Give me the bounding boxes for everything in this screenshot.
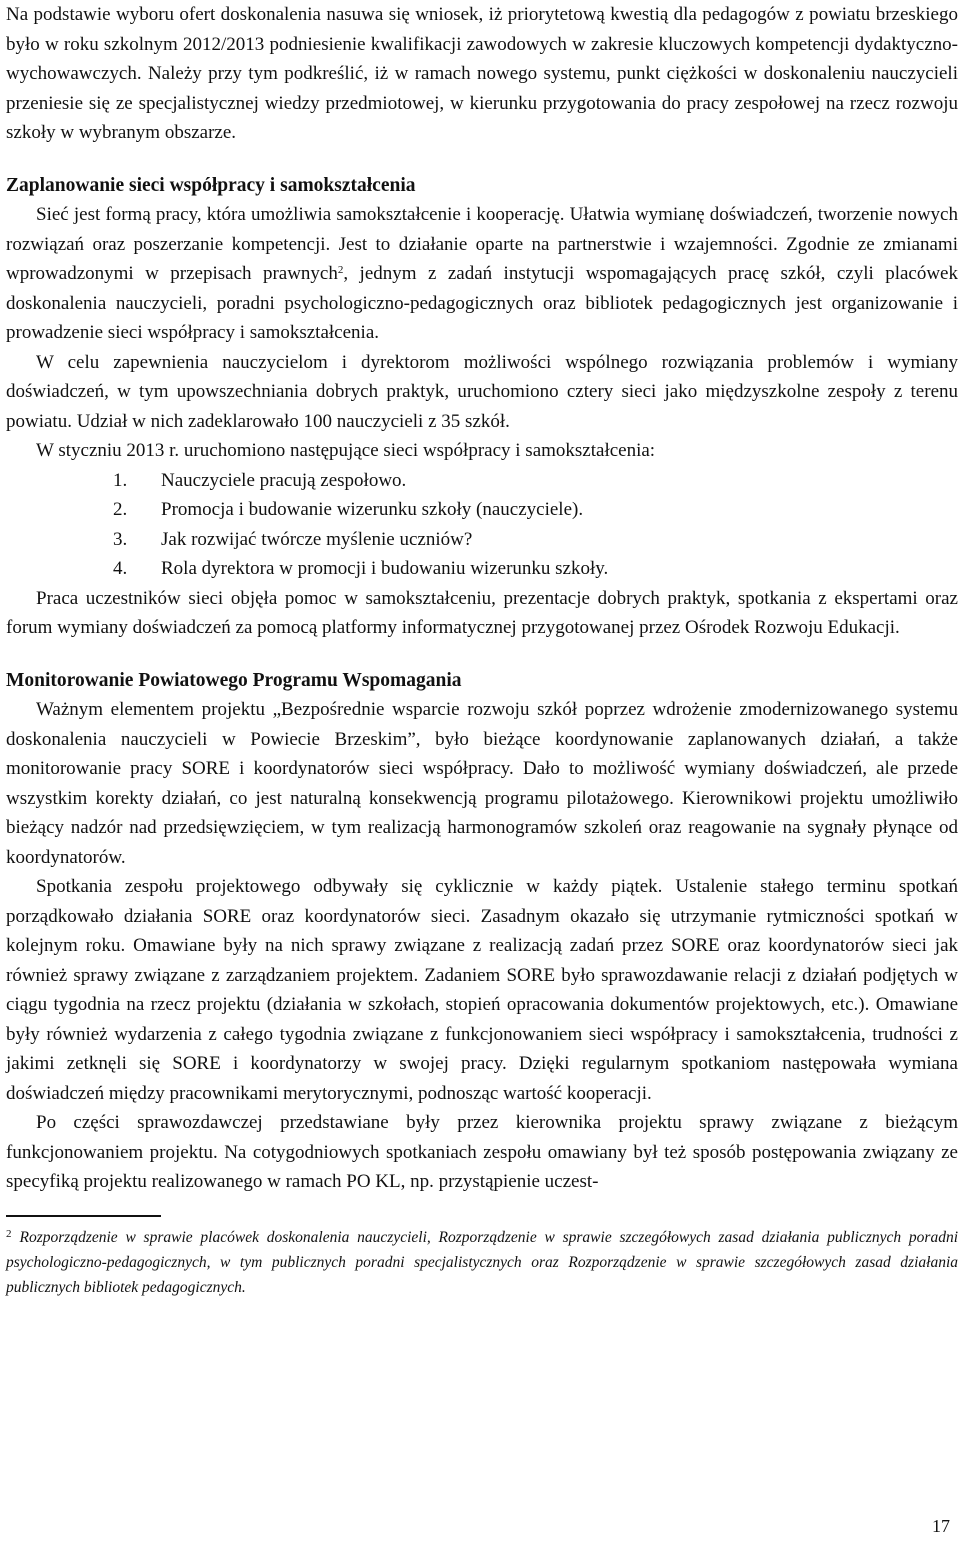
footnote-divider xyxy=(6,1215,161,1217)
list-item-text: Rola dyrektora w promocji i budowaniu wizerunku szkoły. xyxy=(161,558,609,579)
list-item-number: 2. xyxy=(113,499,128,520)
section2-paragraph-1: Ważnym elementem projektu „Bezpośrednie wsparcie rozwoju szkół poprzez wdrożenie zmodernizowanego systemu doskonalenia nauczycieli w Powiecie Brzeskim”, było bieżące koordynowanie zaplanowanych działań, a także monitorowanie pracy SORE i koordynatorów sieci współpracy. Dało to możliwość wymiany doświadczeń, ale przede wszystkim korekty działań, co jest naturalną konsekwencją programu pilotażowego. Kierownikowi projektu umożliwiło bieżący nadzór nad przedsięwzięciem, w tym realizacją harmonogramów szkoleń oraz reagowanie na sygnały płynące od koordynatorów. xyxy=(6,699,958,868)
list-item-number: 4. xyxy=(113,558,128,579)
list-item-number: 1. xyxy=(113,469,128,491)
list-item xyxy=(6,466,958,496)
section2-paragraph-2: Spotkania zespołu projektowego odbywały się cyklicznie w każdy piątek. Ustalenie stałego terminu spotkań porządkowało działania SORE oraz koordynatorów sieci. Zasadnym okazało się utrzymanie rytmiczności spotkań w kolejnym roku. Omawiane były na nich sprawy związane z realizacją zadań przez SORE oraz koordynatorów sieci jak również sprawy związane z zarządzaniem projektem. Zadaniem SORE było sprawozdawanie relacji z działań podjętych w ciągu tygodnia na rzecz projektu (działania w szkołach, stopień opracowania dokumentów projektowych, etc.). Omawiane były również wydarzenia z całego tygodnia związane z funkcjonowaniem sieci współpracy i samokształcenia, trudności z jakimi zetknęli się SORE i koordynatorzy w swojej pracy. Dzięki regularnym spotkaniom następowała wymiana doświadczeń między pracownikami merytorycznymi, podnosząc wartość kooperacji. xyxy=(6,876,958,1104)
list-item xyxy=(6,554,958,584)
list-item-number: 3. xyxy=(113,528,128,550)
footnote xyxy=(6,1225,958,1300)
networks-list xyxy=(6,466,958,584)
section1-p1-text-b: , jednym z zadań instytucji wspomagających pracę szkół, czyli placówek doskonalenia nauczycieli, poradni psychologiczno-pedagogicznych oraz bibliotek pedagogicznych jest organizowanie i prowadzenie sieci współpracy i samokształcenia. xyxy=(6,263,958,343)
list-item xyxy=(6,525,958,555)
list-item xyxy=(6,495,958,525)
section1-paragraph-3: W styczniu 2013 r. uruchomiono następujące sieci współpracy i samokształcenia: xyxy=(36,440,656,461)
section1-p1-text-a: Sieć jest formą pracy, która umożliwia samokształcenie i kooperację. Ułatwia wymianę doświadczeń, tworzenie nowych rozwiązań oraz poszerzanie kompetencji. Jest to działanie oparte na partnerstwie i wzajemności. Zgodnie ze zmianami wprowadzonymi w przepisach prawnych xyxy=(6,204,958,284)
footnote-text: Rozporządzenie w sprawie placówek doskonalenia nauczycieli, Rozporządzenie w sprawie szczegółowych zasad działania publicznych poradni psychologiczno-pedagogicznych, w tym publicznych poradni specjalistycznych oraz Rozporządzenie w sprawie szczegółowych zasad działania publicznych bibliotek pedagogicznych. xyxy=(6,1228,958,1296)
section-heading-networks: Zaplanowanie sieci współpracy i samokształcenia xyxy=(6,174,416,196)
document-page xyxy=(6,0,958,1300)
section2-paragraph-3: Po części sprawozdawczej przedstawiane były przez kierownika projektu sprawy związane z bieżącym funkcjonowaniem projektu. Na cotygodniowych spotkaniach zespołu omawiany był też sposób postępowania związany ze specyfiką projektu realizowanego w ramach PO KL, np. przystąpienie uczest- xyxy=(6,1112,958,1192)
footnote-number: 2 xyxy=(6,1227,12,1240)
list-item-text: Promocja i budowanie wizerunku szkoły (nauczyciele). xyxy=(161,499,584,520)
section1-paragraph-1 xyxy=(6,200,958,348)
footnote-reference: 2 xyxy=(337,264,344,276)
list-item-text: Jak rozwijać twórcze myślenie uczniów? xyxy=(161,528,473,550)
section1-paragraph-2: W celu zapewnienia nauczycielom i dyrektorom możliwości wspólnego rozwiązania problemów i wymiany doświadczeń, w tym upowszechniania dobrych praktyk, uruchomiono cztery sieci jako międzyszkolne zespoły z terenu powiatu. Udział w nich zadeklarowało 100 nauczycieli z 35 szkół. xyxy=(6,351,958,432)
page-number: 17 xyxy=(932,1516,950,1536)
section-heading-monitoring: Monitorowanie Powiatowego Programu Wspomagania xyxy=(6,669,462,691)
list-item-text: Nauczyciele pracują zespołowo. xyxy=(161,469,407,491)
section1-paragraph-4: Praca uczestników sieci objęła pomoc w samokształceniu, prezentacje dobrych praktyk, spotkania z ekspertami oraz forum wymiany doświadczeń za pomocą platformy informatycznej przygotowanej przez Ośrodek Rozwoju Edukacji. xyxy=(6,587,958,638)
intro-paragraph: Na podstawie wyboru ofert doskonalenia nasuwa się wniosek, iż priorytetową kwestią dla pedagogów z powiatu brzeskiego było w roku szkolnym 2012/2013 podniesienie kwalifikacji zawodowych w zakresie kluczowych kompetencji dydaktyczno-wychowawczych. Należy przy tym podkreślić, iż w ramach nowego systemu, punkt ciężkości w doskonaleniu nauczycieli przeniesie się ze specjalistycznej wiedzy przedmiotowej, w kierunku przygotowania do pracy zespołowej na rzecz rozwoju szkoły w wybranym obszarze. xyxy=(6,4,958,143)
